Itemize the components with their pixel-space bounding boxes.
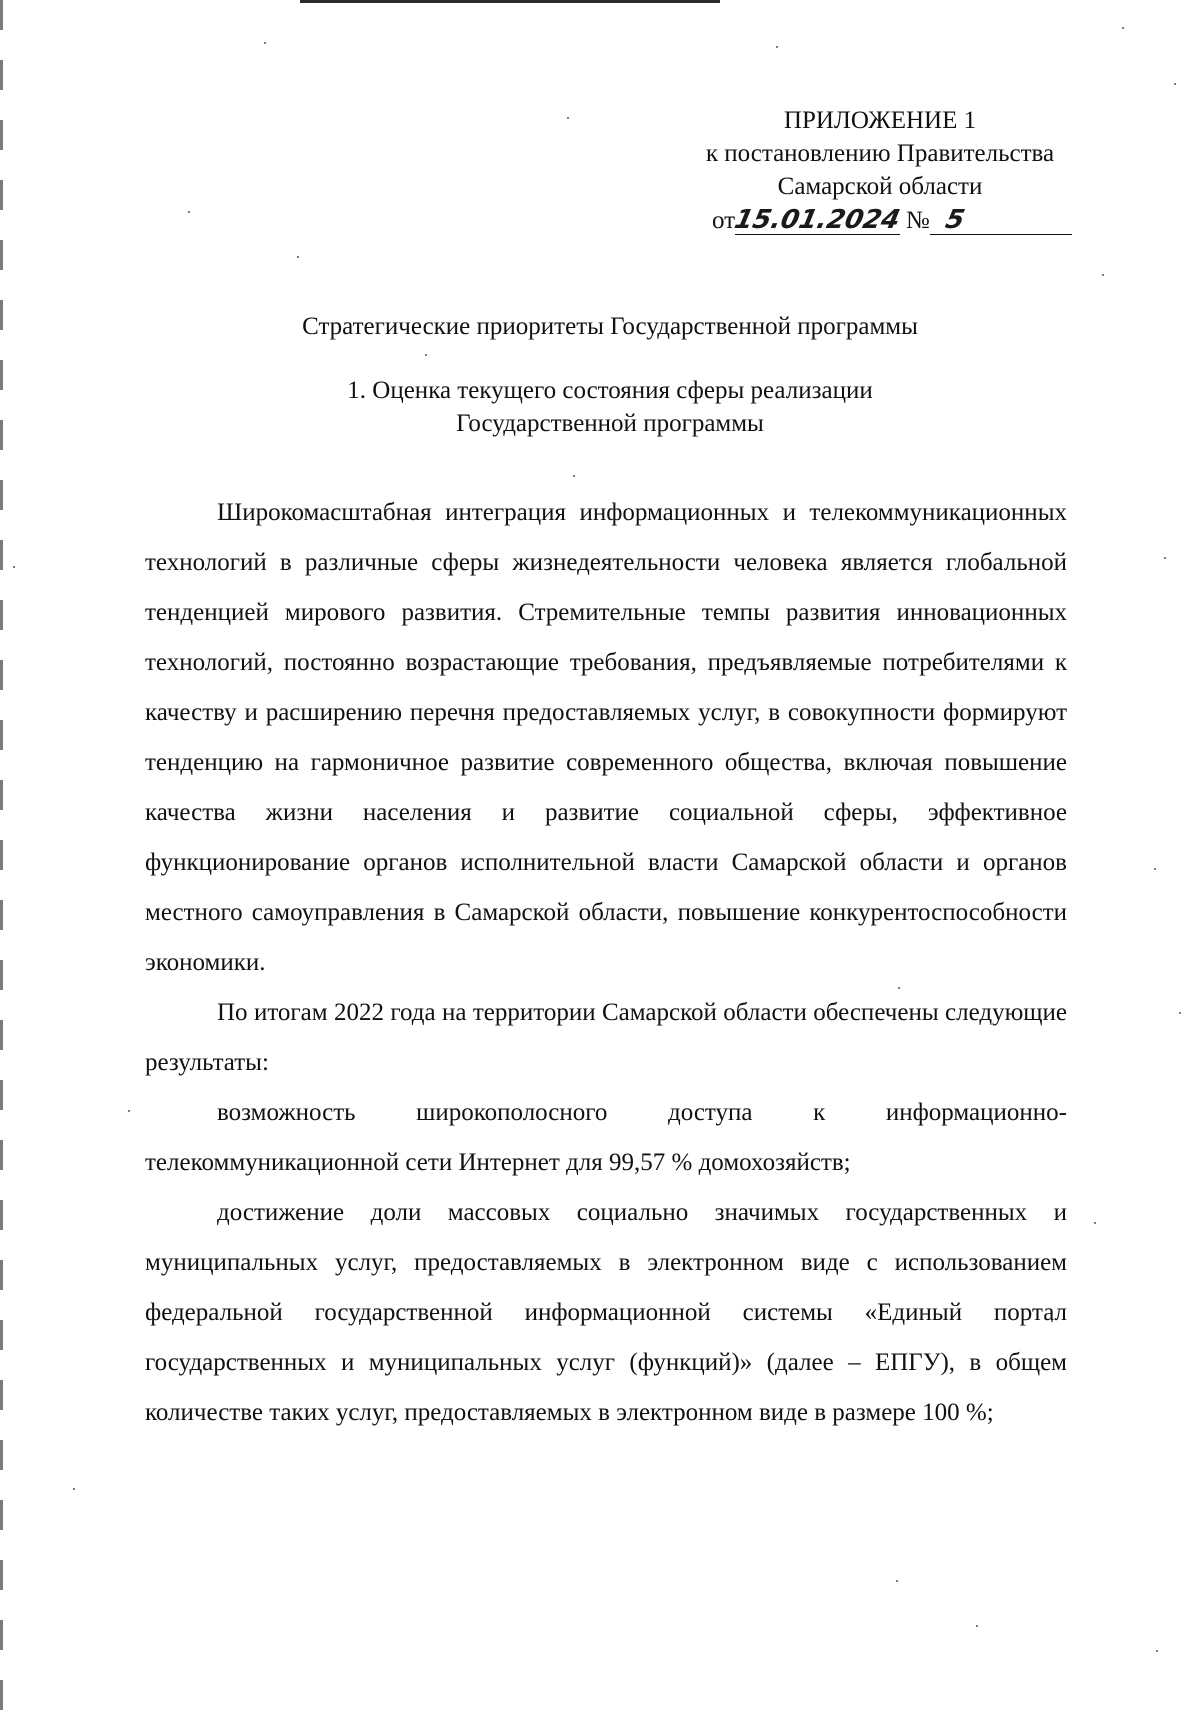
scan-speck [128,1110,130,1112]
scan-speck [1102,274,1104,276]
section-heading [10,374,1200,440]
page-title: Стратегические приоритеты Государственной программы [302,313,918,340]
number-label: № [905,207,930,234]
scan-speck [1122,27,1124,29]
decree-date-field [731,205,903,235]
scan-speck [297,256,299,258]
scan-speck [567,117,569,119]
appendix-decree-line: к постановлению Правительства [705,140,1055,167]
scan-speck [264,42,266,44]
scan-speck [1179,1012,1181,1014]
scan-speck [776,46,778,48]
section-heading-line1: 1. Оценка текущего состояния сферы реализации [347,377,873,404]
scan-edge-left [0,0,3,1721]
appendix-number: ПРИЛОЖЕНИЕ 1 [783,107,977,134]
scan-speck [425,354,427,356]
paragraph: Широкомасштабная интеграция информационных и телекоммуникационных технологий в различные сферы жизнедеятельности человека является глобальной тенденцией мирового развития. Стремительные темпы развития инновационных технологий, постоянно возрастающие требования, предъявляемые потребителями к качеству и расширению перечня предоставляемых услуг, в совокупности формируют тенденцию на гармоничное развитие современного общества, включая повышение качества жизни населения и развитие социальной сферы, эффективное функционирование органов исполнительной власти Самарской области и органов местного самоуправления в Самарской области, повышение конкурентоспособности экономики. [145,499,1067,976]
appendix-header [660,104,1100,203]
paragraph: достижение доли массовых социально значимых государственных и муниципальных услуг, предоставляемых в электронном виде с использованием федеральной государственной информационной системы «Единый портал государственных и муниципальных услуг (функций)» (далее – ЕПГУ), в общем количестве таких услуг, предоставляемых в электронном виде в размере 100 %; [145,1199,1067,1426]
decree-number-field [930,207,1072,235]
scan-speck [1174,83,1176,85]
section-heading-line2: Государственной программы [456,410,764,437]
scan-speck [573,475,575,477]
scan-speck [1156,1650,1158,1652]
scan-speck [73,1488,75,1490]
handwritten-number: 5 [942,205,967,235]
scan-speck [896,1580,898,1582]
from-label: от [712,207,736,234]
scan-edge-top [0,0,1200,3]
scan-speck [1094,1222,1096,1224]
handwritten-date: 15.01.2024 [731,205,903,235]
scan-speck [976,1625,978,1627]
decree-date-line [712,204,1072,237]
body-text [145,488,1067,1438]
paragraph: По итогам 2022 года на территории Самарской области обеспечены следующие результаты: [145,999,1067,1076]
scan-speck [13,566,15,568]
scan-speck [1154,868,1156,870]
scan-speck [188,211,190,213]
paragraph: возможность широкополосного доступа к информационно-телекоммуникационной сети Интернет для 99,57 % домохозяйств; [145,1099,1067,1176]
scan-speck [1164,557,1166,559]
appendix-region-line: Самарской области [777,173,983,200]
